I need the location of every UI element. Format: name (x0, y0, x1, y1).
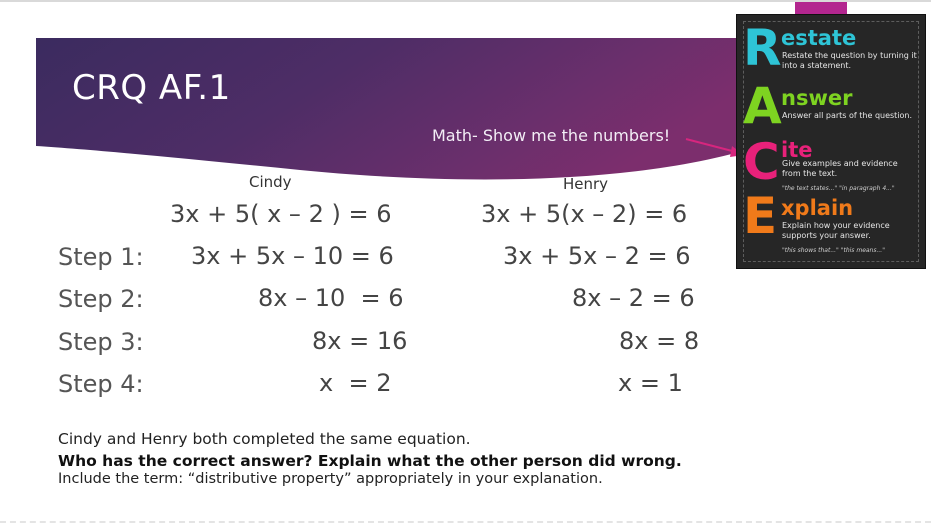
step-2-label: Step 2: (58, 285, 144, 313)
race-letter-c: C (743, 133, 780, 191)
race-desc-cite: Give examples and evidence from the text. (782, 159, 898, 178)
column-header-cindy: Cindy (249, 173, 292, 191)
step-4-label: Step 4: (58, 370, 144, 398)
step-3-label: Step 3: (58, 328, 144, 356)
race-letter-a: A (743, 77, 782, 135)
prompt-line-1: Cindy and Henry both completed the same equation. (58, 430, 471, 448)
prompt-question: Who has the correct answer? Explain what the other person did wrong. (58, 452, 682, 470)
race-word-answer: nswer (781, 86, 853, 110)
race-letter-r: R (743, 19, 782, 77)
column-header-henry: Henry (563, 175, 609, 193)
henry-step-2: 8x – 2 = 6 (572, 284, 695, 312)
step-1-label: Step 1: (58, 243, 144, 271)
cindy-step-1: 3x + 5x – 10 = 6 (191, 242, 394, 270)
race-desc-restate: Restate the question by turning it into a statement. (782, 51, 917, 70)
slide-title: CRQ AF.1 (72, 68, 231, 108)
race-poster (736, 14, 926, 269)
race-word-cite: ite (781, 138, 813, 162)
henry-step-4: x = 1 (618, 369, 683, 397)
bottom-divider (0, 521, 931, 523)
race-word-explain: xplain (781, 196, 854, 220)
cindy-step-2: 8x – 10 = 6 (258, 284, 404, 312)
henry-step-1: 3x + 5x – 2 = 6 (503, 242, 691, 270)
race-example-cite: "the text states..." "in paragraph 4..." (782, 185, 895, 192)
race-example-explain: "this shows that..." "this means..." (782, 247, 885, 254)
prompt-instruction: Include the term: “distributive property” appropriately in your explanation. (58, 471, 603, 487)
race-letter-e: E (743, 187, 778, 245)
race-desc-answer: Answer all parts of the question. (782, 111, 913, 120)
race-desc-explain: Explain how your evidence supports your answer. (782, 221, 890, 240)
henry-given-equation: 3x + 5(x – 2) = 6 (481, 200, 688, 228)
cindy-step-4: x = 2 (319, 369, 392, 397)
cindy-given-equation: 3x + 5( x – 2 ) = 6 (170, 200, 392, 228)
cindy-step-3: 8x = 16 (312, 327, 408, 355)
race-word-restate: estate (781, 26, 857, 50)
henry-step-3: 8x = 8 (619, 327, 700, 355)
math-note: Math- Show me the numbers! (432, 126, 671, 145)
